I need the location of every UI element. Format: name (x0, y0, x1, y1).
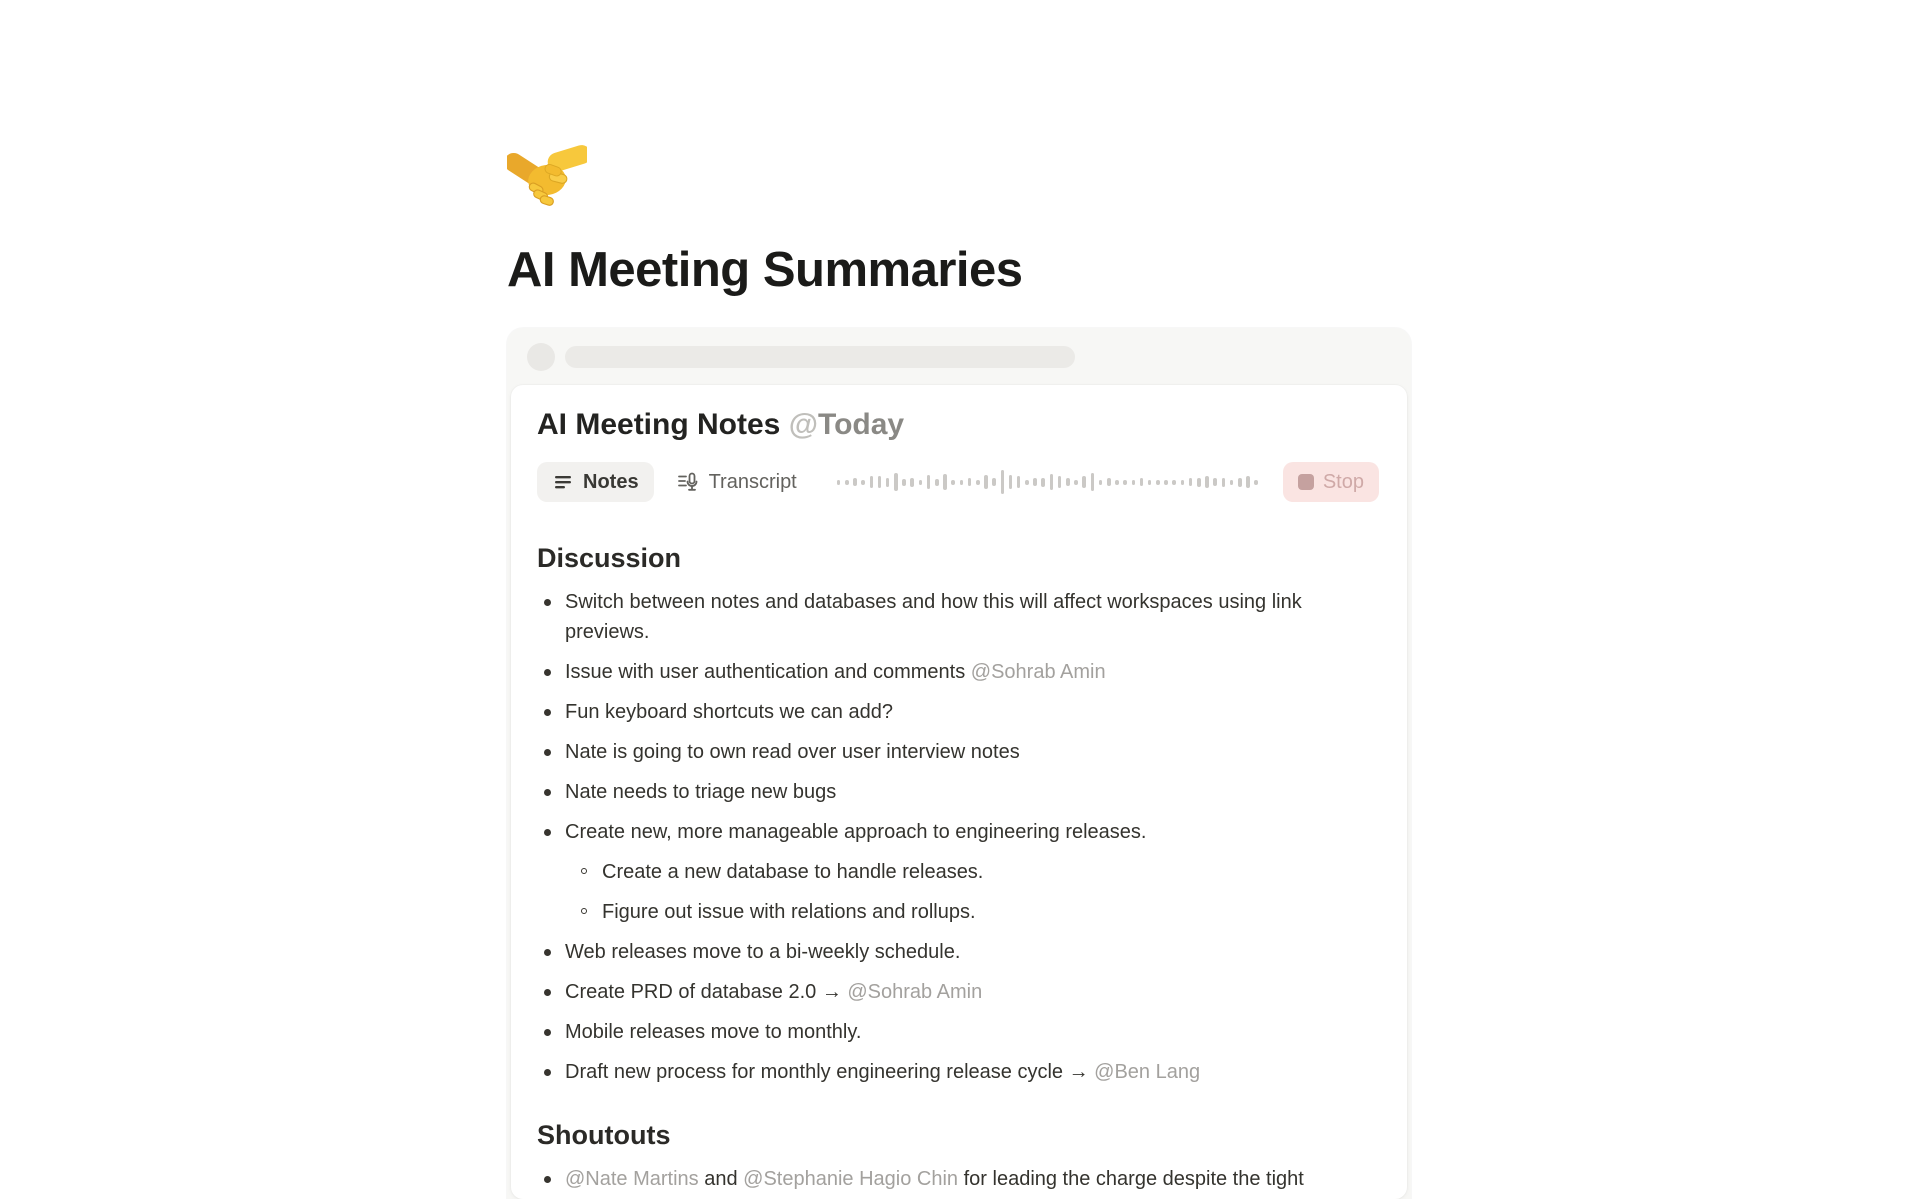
waveform-bar (1017, 476, 1021, 488)
item-text: Create a new database to handle releases. (602, 861, 984, 884)
note-title: AI Meeting Notes (537, 408, 781, 442)
list-item (537, 777, 1379, 807)
handshake-emoji-icon (507, 140, 587, 220)
bullet-list (537, 1164, 1379, 1194)
meeting-note-card (511, 385, 1407, 1199)
list-item (537, 697, 1379, 727)
waveform-bar (1189, 478, 1193, 486)
note-section (537, 542, 1379, 1087)
waveform-bar (976, 480, 980, 485)
item-text: Mobile releases move to monthly. (565, 1021, 862, 1044)
waveform-bar (845, 480, 849, 485)
waveform-bar (1066, 478, 1070, 486)
tab-notes[interactable] (537, 462, 654, 502)
item-text: Figure out issue with relations and rollups. (602, 901, 976, 924)
list-item (537, 1017, 1379, 1047)
person-mention[interactable]: @Stephanie Hagio Chin (743, 1168, 959, 1191)
section-heading: Discussion (537, 543, 682, 574)
item-text: and (698, 1168, 744, 1191)
waveform-bar (1172, 480, 1176, 485)
item-text: Draft new process for monthly engineering release cycle → (565, 1061, 1095, 1084)
waveform-bar (1205, 476, 1209, 488)
waveform-bar (910, 478, 914, 487)
waveform-bar (878, 476, 882, 488)
item-text: Web releases move to a bi-weekly schedule. (565, 941, 961, 964)
bullet-marker (544, 1069, 551, 1076)
waveform-bar (853, 478, 857, 486)
item-text: Nate is going to own read over user interview notes (565, 741, 1020, 764)
note-title-row (537, 405, 1379, 445)
waveform-bar (951, 480, 955, 485)
bullet-marker (544, 789, 551, 796)
waveform-bar (1107, 478, 1111, 486)
bullet-marker (544, 1029, 551, 1036)
bullet-marker (544, 989, 551, 996)
waveform-bar (1001, 470, 1005, 494)
waveform-bar (1254, 480, 1258, 485)
person-mention[interactable]: @Nate Martins (565, 1168, 699, 1191)
title-skeleton (565, 346, 1075, 368)
waveform-bar (1156, 480, 1160, 485)
waveform-bar (935, 479, 939, 486)
bullet-marker (544, 1176, 551, 1183)
stop-button[interactable] (1283, 462, 1379, 502)
waveform-bar (1238, 478, 1242, 487)
item-text: Create PRD of database 2.0 → (565, 981, 848, 1004)
waveform-bar (861, 480, 865, 485)
item-text: Switch between notes and databases and how this will affect workspaces using link previews. (565, 591, 1302, 644)
bullet-marker (544, 949, 551, 956)
list-item (537, 977, 1379, 1007)
waveform-bar (1123, 480, 1127, 485)
waveform-bar (1213, 478, 1217, 486)
waveform-bar (1091, 473, 1095, 491)
waveform-bar (1132, 480, 1136, 485)
waveform-bar (968, 478, 972, 486)
waveform-bar (943, 474, 947, 490)
waveform-bar (1050, 474, 1054, 490)
waveform-bar (837, 480, 841, 485)
item-text: for leading the charge despite the tight (958, 1168, 1304, 1191)
list-item (537, 1057, 1379, 1087)
waveform-bar (870, 476, 874, 488)
sub-bullet-marker (581, 868, 587, 874)
waveform-bar (1164, 480, 1168, 485)
waveform-bar (960, 480, 964, 485)
list-item (537, 587, 1379, 647)
recording-card (507, 328, 1411, 1199)
page-content (507, 0, 1411, 1199)
stop-button-label: Stop (1322, 470, 1364, 493)
waveform-bar (1115, 480, 1119, 485)
item-text: Nate needs to triage new bugs (565, 781, 837, 804)
sub-bullet-marker (581, 908, 587, 914)
waveform-bar (1181, 480, 1185, 485)
stop-icon (1298, 474, 1314, 490)
waveform-bar (1025, 480, 1029, 485)
waveform-bar (1148, 480, 1152, 485)
date-mention-at: @ (788, 408, 818, 442)
bullet-marker (544, 669, 551, 676)
list-item (537, 1164, 1379, 1194)
avatar-skeleton (527, 343, 555, 371)
note-toolbar (537, 462, 1379, 502)
audio-waveform (837, 462, 1261, 502)
bullet-list (537, 587, 1379, 1087)
waveform-bar (1041, 478, 1045, 487)
list-item (537, 737, 1379, 767)
bullet-marker (544, 749, 551, 756)
waveform-bar (1074, 480, 1078, 485)
person-mention[interactable]: @Sohrab Amin (970, 661, 1106, 684)
list-item (537, 657, 1379, 687)
waveform-bar (992, 478, 996, 486)
waveform-bar (1222, 478, 1226, 487)
waveform-bar (894, 473, 898, 491)
item-text: Issue with user authentication and comments (565, 661, 971, 684)
bullet-marker (544, 599, 551, 606)
waveform-bar (1230, 480, 1234, 485)
waveform-bar (1058, 476, 1062, 488)
waveform-bar (919, 480, 923, 485)
bullet-marker (544, 829, 551, 836)
person-mention[interactable]: @Ben Lang (1094, 1061, 1201, 1084)
transcript-icon (676, 470, 700, 494)
tab-transcript[interactable] (666, 462, 807, 502)
person-mention[interactable]: @Sohrab Amin (847, 981, 983, 1004)
note-body (537, 542, 1379, 1194)
waveform-bar (1197, 478, 1201, 487)
list-item (537, 857, 1379, 887)
waveform-bar (927, 475, 931, 489)
notes-icon (552, 471, 574, 493)
list-item (537, 937, 1379, 967)
tab-notes-label: Notes (583, 470, 639, 493)
list-item (537, 897, 1379, 927)
waveform-bar (902, 479, 906, 486)
waveform-bar (1009, 475, 1013, 489)
waveform-bar (1099, 480, 1103, 485)
note-section (537, 1119, 1379, 1194)
waveform-bar (1140, 478, 1144, 486)
date-mention[interactable]: Today (817, 408, 905, 442)
list-item (537, 817, 1379, 847)
page-title: AI Meeting Summaries (507, 243, 1023, 297)
item-text: Create new, more manageable approach to engineering releases. (565, 821, 1147, 844)
section-heading: Shoutouts (537, 1120, 671, 1151)
bullet-marker (544, 709, 551, 716)
waveform-bar (1082, 476, 1086, 488)
item-text: Fun keyboard shortcuts we can add? (565, 701, 893, 724)
waveform-bar (1246, 476, 1250, 488)
waveform-bar (1033, 478, 1037, 486)
waveform-bar (886, 478, 890, 487)
waveform-bar (984, 475, 988, 489)
recording-card-header (507, 328, 1411, 385)
tab-transcript-label: Transcript (708, 470, 797, 493)
